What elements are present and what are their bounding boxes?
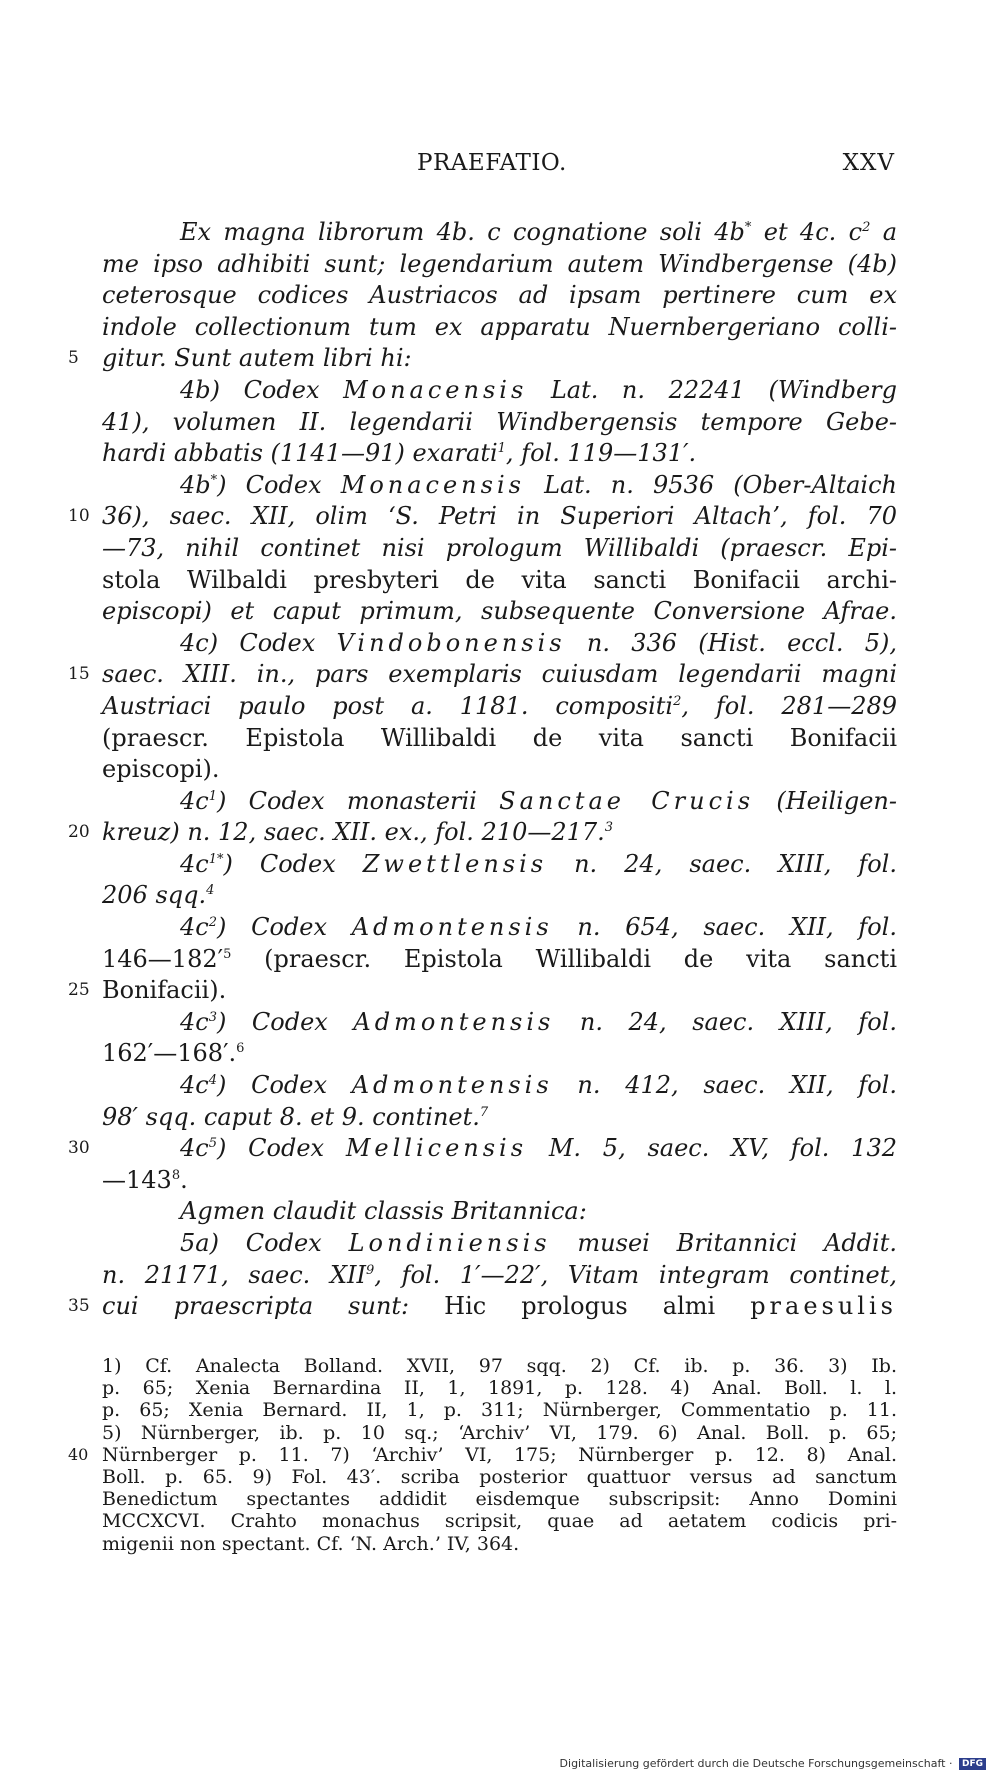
text-line: 25 Bonifacii). xyxy=(102,975,897,1007)
main-text xyxy=(68,217,898,1323)
text-line: Ex magna librorum 4b. c cognatione soli 4b* et 4c. $c^2$ a xyxy=(180,218,897,246)
text-line: hardi abbatis (1141—91) exarati$^1$, fol. 119—131′. xyxy=(102,439,697,468)
line-number: 5 xyxy=(68,348,79,369)
footnote-line: MCCXCVI. Crahto monachus scripsit, quae ad aetatem codicis pri- xyxy=(102,1510,897,1533)
footnote-line: migenii non spectant. Cf. ‘N. Arch.’ IV, 364. xyxy=(102,1532,520,1555)
footnote-line: p. 65; Xenia Bernard. II, 1, p. 311; Nürnberger, Commentatio p. 11. xyxy=(102,1399,897,1422)
line-number: 10 xyxy=(68,506,90,527)
text-line: (praescr. Epistola Willibaldi de vita sancti Bonifacii xyxy=(102,723,897,752)
text-line: episcopi). xyxy=(102,755,220,784)
text-line: episcopi) et caput primum, subsequente Conversione Afrae. xyxy=(102,597,897,626)
text-line: 35 cui praescripta sunt: Hic prologus almi praesulis xyxy=(102,1291,897,1323)
text-line: 98′ sqq. caput 8. et 9. continet.$^7$ xyxy=(102,1102,489,1131)
page-number: XXV xyxy=(842,150,895,176)
text-line: $4c^{1*}$) Codex Zwettlensis n. 24, saec. XIII, fol. xyxy=(180,849,897,878)
text-line: Agmen claudit classis Britannica: xyxy=(180,1197,587,1226)
line-number: 35 xyxy=(68,1296,90,1317)
text-line: Austriaci paulo post a. 1181. compositi$^2$, fol. 281—289 xyxy=(102,691,898,720)
line-number: 15 xyxy=(68,664,90,685)
footnote-line: Boll. p. 65. 9) Fol. 43′. scriba posterior quattuor versus ad sanctum xyxy=(102,1465,897,1488)
text-line: 4b*) Codex Monacensis Lat. n. 9536 (Ober-Altaich xyxy=(180,470,897,499)
text-line: —73, nihil continet nisi prologum Willibaldi (praescr. Epi- xyxy=(102,533,897,562)
text-line: 41), volumen II. legendarii Windbergensis tempore Gebe- xyxy=(102,407,897,436)
footnote-line: 1) Cf. Analecta Bolland. XVII, 97 sqq. 2) Cf. ib. p. 36. 3) Ib. xyxy=(102,1355,897,1377)
text-line: n. 21171, saec. XII$^9$, fol. 1′—22′, Vitam integram continet, xyxy=(102,1260,897,1289)
text-line: indole collectionum tum ex apparatu Nuernbergeriano colli- xyxy=(102,312,897,341)
text-line: 4b) Codex Monacensis Lat. n. 22241 (Windberg xyxy=(180,375,898,404)
footnote-line: p. 65; Xenia Bernardina II, 1, 1891, p. 128. 4) Anal. Boll. l. l. xyxy=(102,1377,897,1400)
text-line: 206 sqq.$^4$ xyxy=(102,881,215,910)
footnote-line: 5) Nürnberger, ib. p. 10 sq.; ‘Archiv’ VI, 179. 6) Anal. Boll. p. 65; xyxy=(102,1421,897,1444)
text-line: $4c^1$) Codex monasterii Sanctae Crucis (Heiligen- xyxy=(180,786,897,815)
running-header xyxy=(100,150,895,184)
line-number: 30 xyxy=(68,1138,90,1159)
footnote-line: Benedictum spectantes addidit eisdemque subscripsit: Anno Domini xyxy=(102,1488,897,1511)
text-line: $4c^2$) Codex Admontensis n. 654, saec. XII, fol. xyxy=(180,913,897,942)
line-number: 20 xyxy=(68,822,90,843)
text-line: $146—182'^5$ (praescr. Epistola Willibaldi de vita sancti xyxy=(102,944,897,973)
text-line: 15 saec. XIII. in., pars exemplaris cuiusdam legendarii magni xyxy=(102,659,897,691)
text-line: 5a) Codex Londiniensis musei Britannici Addit. xyxy=(180,1229,897,1257)
text-line: 10 36), saec. XII, olim ‘S. Petri in Superiori Altach’, fol. 70 xyxy=(102,501,897,533)
footnote-line: 40 Nürnberger p. 11. 7) ‘Archiv’ VI, 175; Nürnberger p. 12. 8) Anal. xyxy=(68,1443,897,1466)
text-line: stola Wilbaldi presbyteri de vita sancti Bonifacii archi- xyxy=(102,565,897,594)
line-number: 40 xyxy=(68,1444,89,1464)
text-line: 5 gitur. Sunt autem libri hi: xyxy=(102,343,897,375)
text-line: 30 $4c^5$) Codex Mellicensis M. 5, saec. XV, fol. 132 xyxy=(102,1133,897,1165)
dfg-logo: DFG xyxy=(959,1758,986,1770)
text-line: $—143^8$. xyxy=(102,1165,188,1194)
text-line: 162′—168′.$^6$ xyxy=(102,1039,245,1068)
text-line: ceterosque codices Austriacos ad ipsam pertinere cum ex xyxy=(102,281,897,310)
line-number: 25 xyxy=(68,980,90,1001)
footnotes xyxy=(68,1355,897,1555)
running-title: PRAEFATIO. xyxy=(417,150,567,176)
digitization-credit: Digitalisierung gefördert durch die Deutsche Forschungsgemeinschaft · DFG xyxy=(560,1757,986,1770)
text-line: $4c^4$) Codex Admontensis n. 412, saec. XII, fol. xyxy=(180,1071,897,1100)
text-line: 4c) Codex Vindobonensis n. 336 (Hist. eccl. 5), xyxy=(180,628,898,657)
text-line: me ipso adhibiti sunt; legendarium autem Windbergense (4b) xyxy=(102,249,897,278)
text-line: $4c^3$) Codex Admontensis n. 24, saec. XIII, fol. xyxy=(180,1007,897,1036)
text-line: 20 kreuz) n. 12, saec. XII. ex., fol. 210—217.$^3$ xyxy=(102,817,897,849)
